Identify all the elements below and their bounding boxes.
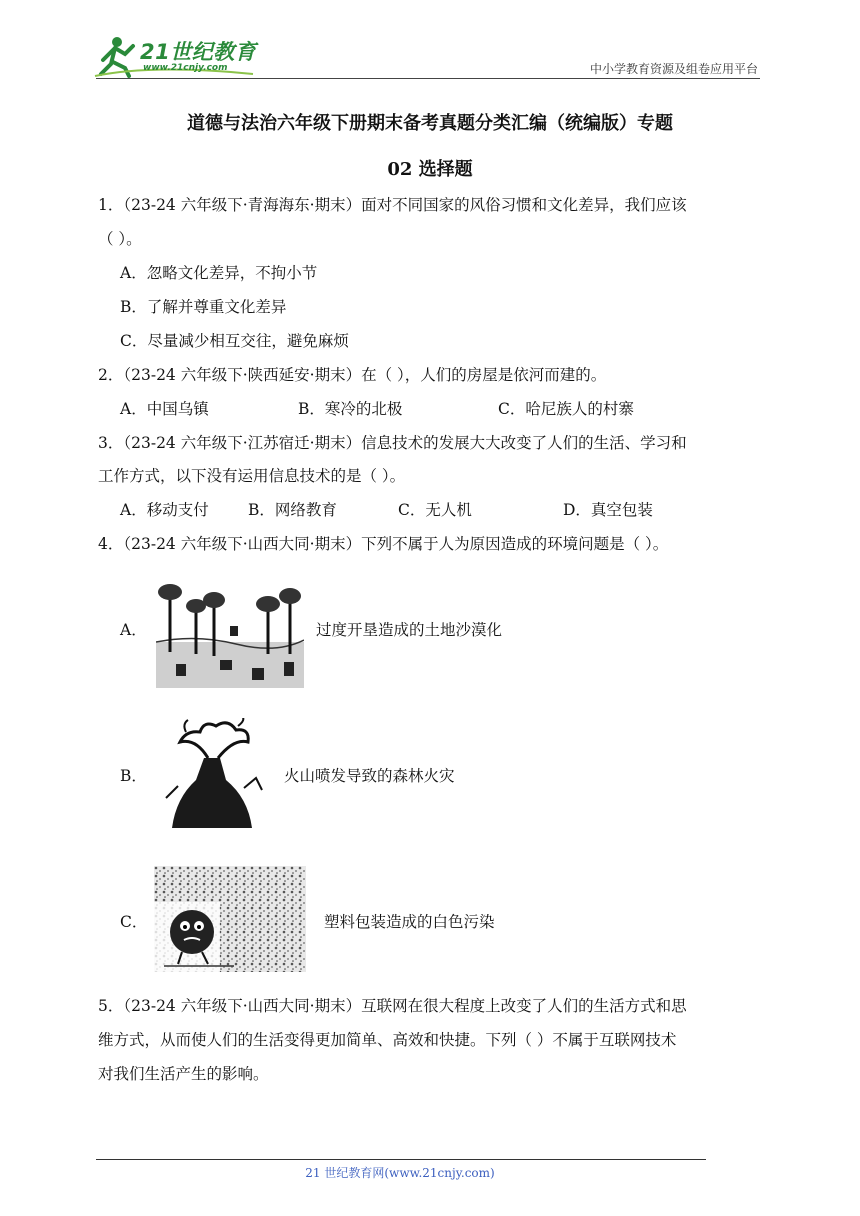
footer-link[interactable]: 21 世纪教育网(www.21cnjy.com) [305, 1166, 495, 1180]
deforestation-image-icon [156, 582, 304, 688]
q2-option-c: C．哈尼族人的村寨 [498, 400, 634, 418]
q4-line1: 4．（23-24 六年级下·山西大同·期末）下列不属于人为原因造成的环境问题是（ ）。 [98, 535, 669, 553]
header-divider [96, 78, 760, 79]
q2-line1: 2．（23-24 六年级下·陕西延安·期末）在（ ），人们的房屋是依河而建的。 [98, 366, 607, 384]
q5-line2: 维方式，从而使人们的生活变得更加简单、高效和快捷。下列（ ）不属于互联网技术 [98, 1031, 677, 1049]
logo-text: 21世纪教育 [140, 40, 257, 64]
page-title: 道德与法治六年级下册期末备考真题分类汇编（统编版）专题 [187, 113, 673, 134]
footer-divider [96, 1159, 706, 1160]
section-title: 02 选择题 [387, 159, 473, 180]
q1-option-a: A．忽略文化差异，不拘小节 [120, 264, 318, 282]
header-platform-text: 中小学教育资源及组卷应用平台 [589, 62, 758, 76]
q4-option-c-text: 塑料包装造成的白色污染 [324, 913, 495, 931]
q4-option-a-text: 过度开垦造成的土地沙漠化 [316, 621, 503, 639]
q4-option-b-label: B． [120, 767, 147, 785]
q4-option-b-text: 火山喷发导致的森林火灾 [284, 767, 455, 785]
q3-option-d: D．真空包装 [563, 501, 653, 519]
q1-line2: （ ）。 [98, 230, 142, 248]
q1-option-c: C．尽量减少相互交往，避免麻烦 [120, 332, 349, 350]
q3-line1: 3．（23-24 六年级下·江苏宿迁·期末）信息技术的发展大大改变了人们的生活、学习和 [98, 434, 687, 452]
q3-option-c: C．无人机 [398, 501, 472, 519]
volcano-image-icon [156, 718, 268, 834]
q4-option-a-label: A． [120, 621, 147, 639]
q5-line3: 对我们生活产生的影响。 [98, 1065, 269, 1083]
q1-line1: 1．（23-24 六年级下·青海海东·期末）面对不同国家的风俗习惯和文化差异，我们应该 [98, 196, 687, 214]
q2-option-a: A．中国乌镇 [120, 400, 209, 418]
logo-url: www.21cnjy.com [143, 63, 228, 73]
plastic-pollution-image-icon [154, 866, 306, 972]
q3-option-a: A．移动支付 [120, 501, 209, 519]
q2-option-b: B．寒冷的北极 [298, 400, 403, 418]
q4-option-c-label: C． [120, 913, 148, 931]
q1-option-b: B．了解并尊重文化差异 [120, 298, 287, 316]
q3-option-b: B．网络教育 [248, 501, 337, 519]
q5-line1: 5．（23-24 六年级下·山西大同·期末）互联网在很大程度上改变了人们的生活方式和思 [98, 997, 687, 1015]
q3-line2: 工作方式，以下没有运用信息技术的是（ ）。 [98, 467, 406, 485]
